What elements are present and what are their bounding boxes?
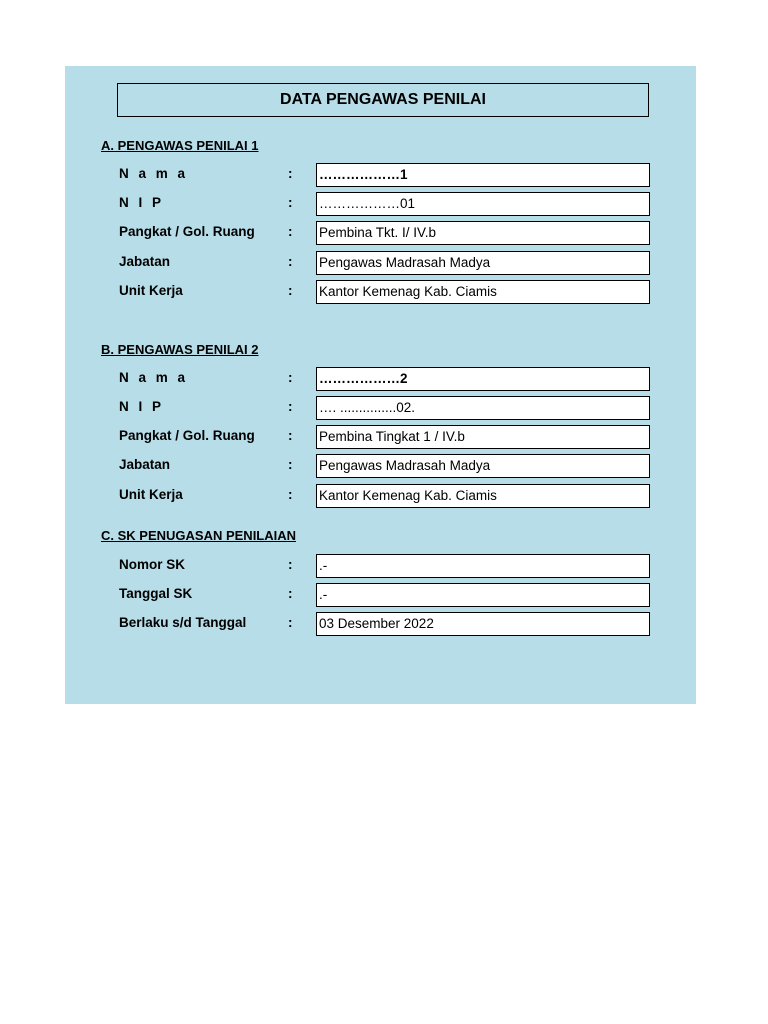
section-a-nip-field[interactable]: ………………01 — [316, 192, 650, 216]
section-a-unit-kerja-colon: : — [288, 283, 293, 298]
section-b-nama-colon: : — [288, 370, 293, 385]
section-c-heading: C. SK PENUGASAN PENILAIAN — [101, 528, 297, 543]
section-c-nomor-sk-label: Nomor SK — [119, 557, 186, 572]
section-a-jabatan-colon: : — [288, 254, 293, 269]
section-b-nip-label: N I P — [119, 399, 165, 414]
section-c-nomor-sk-field[interactable]: .- — [316, 554, 650, 578]
section-a-nama-field[interactable]: ………………1 — [316, 163, 650, 187]
section-a-jabatan-field[interactable]: Pengawas Madrasah Madya — [316, 251, 650, 275]
section-a-heading: A. PENGAWAS PENILAI 1 — [101, 138, 259, 153]
section-b-nama-label: N a m a — [119, 370, 189, 385]
section-c-tanggal-sk-colon: : — [288, 586, 293, 601]
section-b-pangkat-field[interactable]: Pembina Tingkat 1 / IV.b — [316, 425, 650, 449]
section-b-nama-field[interactable]: ………………2 — [316, 367, 650, 391]
section-b-jabatan-field[interactable]: Pengawas Madrasah Madya — [316, 454, 650, 478]
section-b-jabatan-label: Jabatan — [119, 457, 171, 472]
section-b-unit-kerja-colon: : — [288, 487, 293, 502]
section-c-berlaku-label: Berlaku s/d Tanggal — [119, 615, 247, 630]
section-a-jabatan-label: Jabatan — [119, 254, 171, 269]
section-c-berlaku-field[interactable]: 03 Desember 2022 — [316, 612, 650, 636]
section-b-unit-kerja-field[interactable]: Kantor Kemenag Kab. Ciamis — [316, 484, 650, 508]
page-title-text: DATA PENGAWAS PENILAI — [280, 91, 486, 108]
section-a-pangkat-field[interactable]: Pembina Tkt. I/ IV.b — [316, 221, 650, 245]
section-b-nip-field[interactable]: …. ...............02. — [316, 396, 650, 420]
section-b-jabatan-colon: : — [288, 457, 293, 472]
section-b-nip-colon: : — [288, 399, 293, 414]
section-b-pangkat-label: Pangkat / Gol. Ruang — [119, 428, 255, 443]
section-b-pangkat-colon: : — [288, 428, 293, 443]
section-a-nip-label: N I P — [119, 195, 165, 210]
section-a-nama-label: N a m a — [119, 166, 189, 181]
section-a-pangkat-colon: : — [288, 224, 293, 239]
section-b-heading: B. PENGAWAS PENILAI 2 — [101, 342, 259, 357]
page-title — [117, 83, 649, 117]
section-c-tanggal-sk-field[interactable]: .- — [316, 583, 650, 607]
section-c-berlaku-colon: : — [288, 615, 293, 630]
section-a-nama-colon: : — [288, 166, 293, 181]
section-b-unit-kerja-label: Unit Kerja — [119, 487, 183, 502]
section-a-pangkat-label: Pangkat / Gol. Ruang — [119, 224, 255, 239]
section-c-tanggal-sk-label: Tanggal SK — [119, 586, 193, 601]
section-c-nomor-sk-colon: : — [288, 557, 293, 572]
section-a-unit-kerja-label: Unit Kerja — [119, 283, 183, 298]
section-a-nip-colon: : — [288, 195, 293, 210]
section-a-unit-kerja-field[interactable]: Kantor Kemenag Kab. Ciamis — [316, 280, 650, 304]
